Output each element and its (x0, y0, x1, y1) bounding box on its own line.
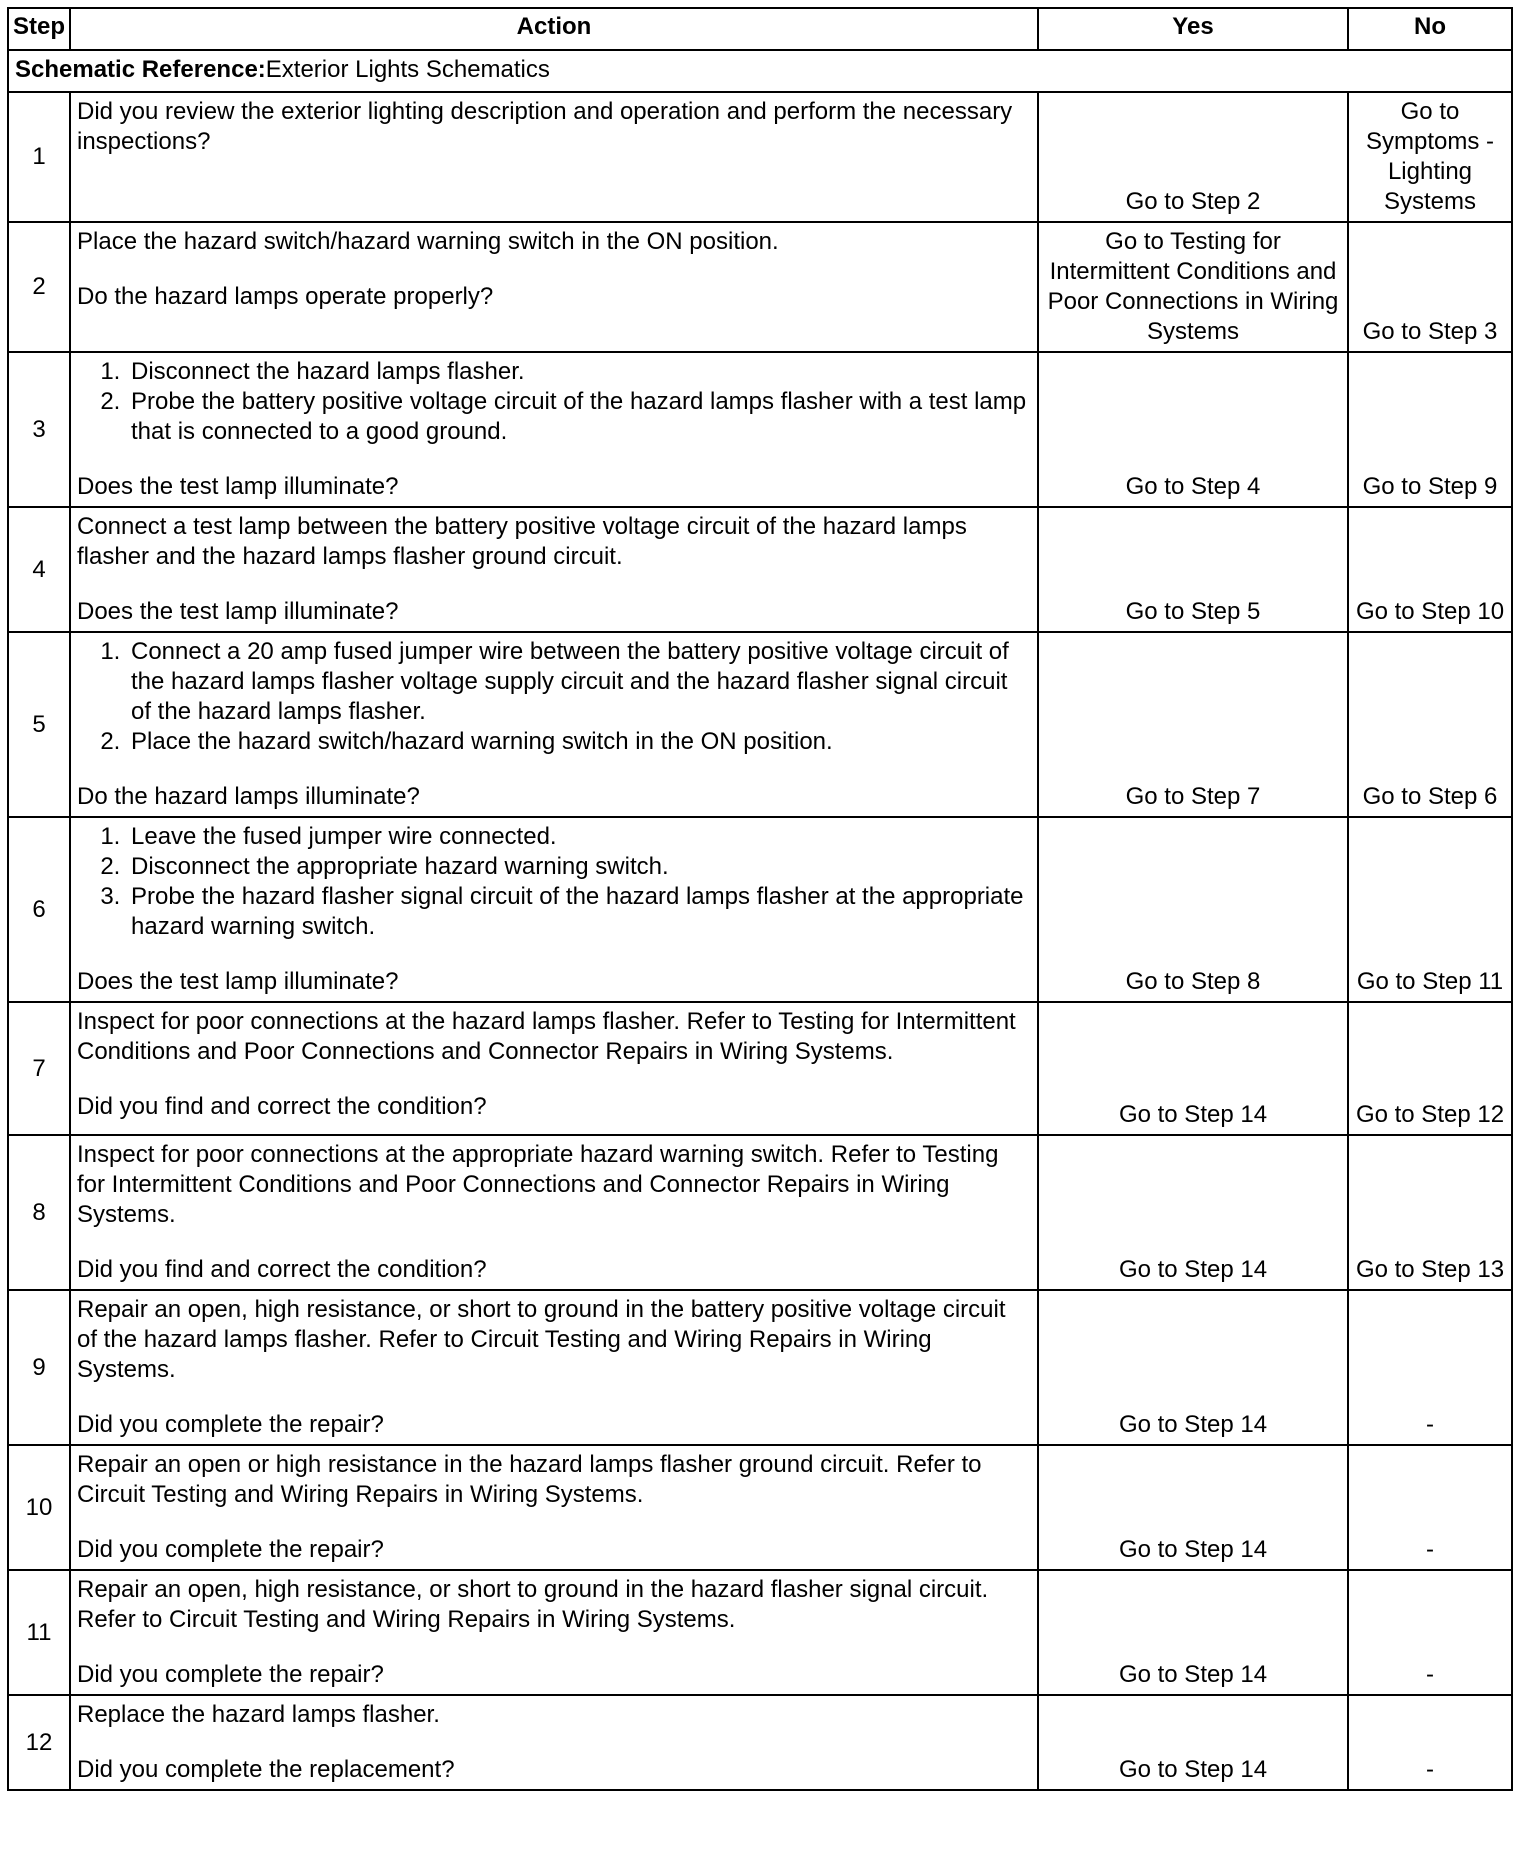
step-action (70, 222, 1038, 352)
step-number: 1 (8, 92, 70, 222)
step-action (70, 1002, 1038, 1135)
action-text: Repair an open, high resistance, or short to ground in the hazard flasher signal circuit. Refer to Circuit Testing and Wiring Repairs in Wiring Systems. (77, 1576, 989, 1633)
action-steps-list (77, 637, 1031, 757)
step-number: 12 (8, 1695, 70, 1790)
step-action (70, 817, 1038, 1002)
header-yes: Yes (1038, 8, 1348, 50)
table-row (8, 1002, 1512, 1135)
no-result: - (1348, 1445, 1512, 1570)
step-action (70, 1135, 1038, 1290)
diagnostic-table (7, 7, 1513, 1791)
step-number: 4 (8, 507, 70, 632)
no-result: Go to Step 10 (1348, 507, 1512, 632)
schematic-reference-label: Schematic Reference: (15, 56, 266, 83)
yes-result: Go to Step 8 (1038, 817, 1348, 1002)
action-text: Inspect for poor connections at the appropriate hazard warning switch. Refer to Testing for Intermittent Conditions and Poor Connections and Connector Repairs in Wiring Systems. (77, 1141, 999, 1228)
action-steps-list (77, 822, 1031, 942)
action-question: Do the hazard lamps illuminate? (77, 783, 420, 810)
schematic-reference (8, 50, 1512, 92)
table-row (8, 507, 1512, 632)
step-number: 8 (8, 1135, 70, 1290)
no-result: Go to Step 13 (1348, 1135, 1512, 1290)
yes-result: Go to Step 14 (1038, 1695, 1348, 1790)
yes-result: Go to Step 14 (1038, 1002, 1348, 1135)
action-text: Connect a test lamp between the battery positive voltage circuit of the hazard lamps flasher and the hazard lamps flasher ground circuit. (77, 513, 967, 570)
schematic-reference-value: Exterior Lights Schematics (265, 56, 550, 83)
action-text: Did you review the exterior lighting description and operation and perform the necessary inspections? (77, 98, 1013, 155)
step-action (70, 1695, 1038, 1790)
no-result: - (1348, 1290, 1512, 1445)
header-step: Step (8, 8, 70, 50)
no-result: Go to Step 11 (1348, 817, 1512, 1002)
action-question: Did you complete the repair? (77, 1411, 384, 1438)
no-result: Go to Step 12 (1348, 1002, 1512, 1135)
action-step-item: 2. Disconnect the appropriate hazard warning switch. (127, 852, 1031, 882)
step-number: 5 (8, 632, 70, 817)
table-row (8, 92, 1512, 222)
action-step-item: 3. Probe the hazard flasher signal circuit of the hazard lamps flasher at the appropriate hazard warning switch. (127, 882, 1031, 942)
step-number: 2 (8, 222, 70, 352)
header-action: Action (70, 8, 1038, 50)
step-action (70, 1290, 1038, 1445)
action-text: Place the hazard switch/hazard warning switch in the ON position. (77, 228, 779, 255)
schematic-reference-row (8, 50, 1512, 92)
no-result: - (1348, 1570, 1512, 1695)
step-number: 7 (8, 1002, 70, 1135)
step-action (70, 1445, 1038, 1570)
action-text: Inspect for poor connections at the hazard lamps flasher. Refer to Testing for Intermittent Conditions and Poor Connections and Connector Repairs in Wiring Systems. (77, 1008, 1016, 1065)
action-step-item: 1. Connect a 20 amp fused jumper wire between the battery positive voltage circuit of the hazard lamps flasher voltage supply circuit and the hazard flasher signal circuit of the hazard lamps flasher. (127, 637, 1031, 727)
action-steps-list (77, 357, 1031, 447)
no-result: Go to Step 3 (1348, 222, 1512, 352)
action-question: Did you complete the replacement? (77, 1756, 455, 1783)
action-question: Does the test lamp illuminate? (77, 473, 399, 500)
table-row (8, 1135, 1512, 1290)
table-row (8, 1695, 1512, 1790)
step-action (70, 1570, 1038, 1695)
step-action (70, 632, 1038, 817)
action-question: Does the test lamp illuminate? (77, 968, 399, 995)
step-action (70, 352, 1038, 507)
no-result: - (1348, 1695, 1512, 1790)
yes-result: Go to Testing for Intermittent Conditions and Poor Connections in Wiring Systems (1038, 222, 1348, 352)
yes-result: Go to Step 2 (1038, 92, 1348, 222)
table-row (8, 817, 1512, 1002)
no-result: Go to Step 9 (1348, 352, 1512, 507)
yes-result: Go to Step 7 (1038, 632, 1348, 817)
table-row (8, 222, 1512, 352)
yes-result: Go to Step 14 (1038, 1135, 1348, 1290)
action-question: Did you complete the repair? (77, 1661, 384, 1688)
table-row (8, 1290, 1512, 1445)
no-result: Go to Symptoms - Lighting Systems (1348, 92, 1512, 222)
action-step-item: 2. Probe the battery positive voltage circuit of the hazard lamps flasher with a test lamp that is connected to a good ground. (127, 387, 1031, 447)
step-number: 11 (8, 1570, 70, 1695)
action-question: Did you find and correct the condition? (77, 1256, 487, 1283)
step-action (70, 507, 1038, 632)
table-row (8, 632, 1512, 817)
action-question: Do the hazard lamps operate properly? (77, 283, 494, 310)
yes-result: Go to Step 14 (1038, 1290, 1348, 1445)
step-number: 9 (8, 1290, 70, 1445)
action-step-item: 1. Disconnect the hazard lamps flasher. (127, 357, 1031, 387)
step-action (70, 92, 1038, 222)
table-row (8, 1445, 1512, 1570)
yes-result: Go to Step 14 (1038, 1445, 1348, 1570)
table-row (8, 1570, 1512, 1695)
action-step-item: 1. Leave the fused jumper wire connected. (127, 822, 1031, 852)
step-number: 10 (8, 1445, 70, 1570)
action-text: Replace the hazard lamps flasher. (77, 1701, 440, 1728)
action-text: Repair an open, high resistance, or short to ground in the battery positive voltage circuit of the hazard lamps flasher. Refer to Circuit Testing and Wiring Repairs in Wiring Systems. (77, 1296, 1006, 1383)
header-no: No (1348, 8, 1512, 50)
yes-result: Go to Step 5 (1038, 507, 1348, 632)
action-text: Repair an open or high resistance in the hazard lamps flasher ground circuit. Refer to Circuit Testing and Wiring Repairs in Wiring Systems. (77, 1451, 982, 1508)
step-number: 3 (8, 352, 70, 507)
action-step-item: 2. Place the hazard switch/hazard warning switch in the ON position. (127, 727, 1031, 757)
table-row (8, 352, 1512, 507)
step-number: 6 (8, 817, 70, 1002)
yes-result: Go to Step 4 (1038, 352, 1348, 507)
action-question: Did you complete the repair? (77, 1536, 384, 1563)
action-question: Did you find and correct the condition? (77, 1093, 487, 1120)
header-row (8, 8, 1512, 50)
no-result: Go to Step 6 (1348, 632, 1512, 817)
diagnostic-table-container (7, 7, 1513, 1791)
action-question: Does the test lamp illuminate? (77, 598, 399, 625)
yes-result: Go to Step 14 (1038, 1570, 1348, 1695)
